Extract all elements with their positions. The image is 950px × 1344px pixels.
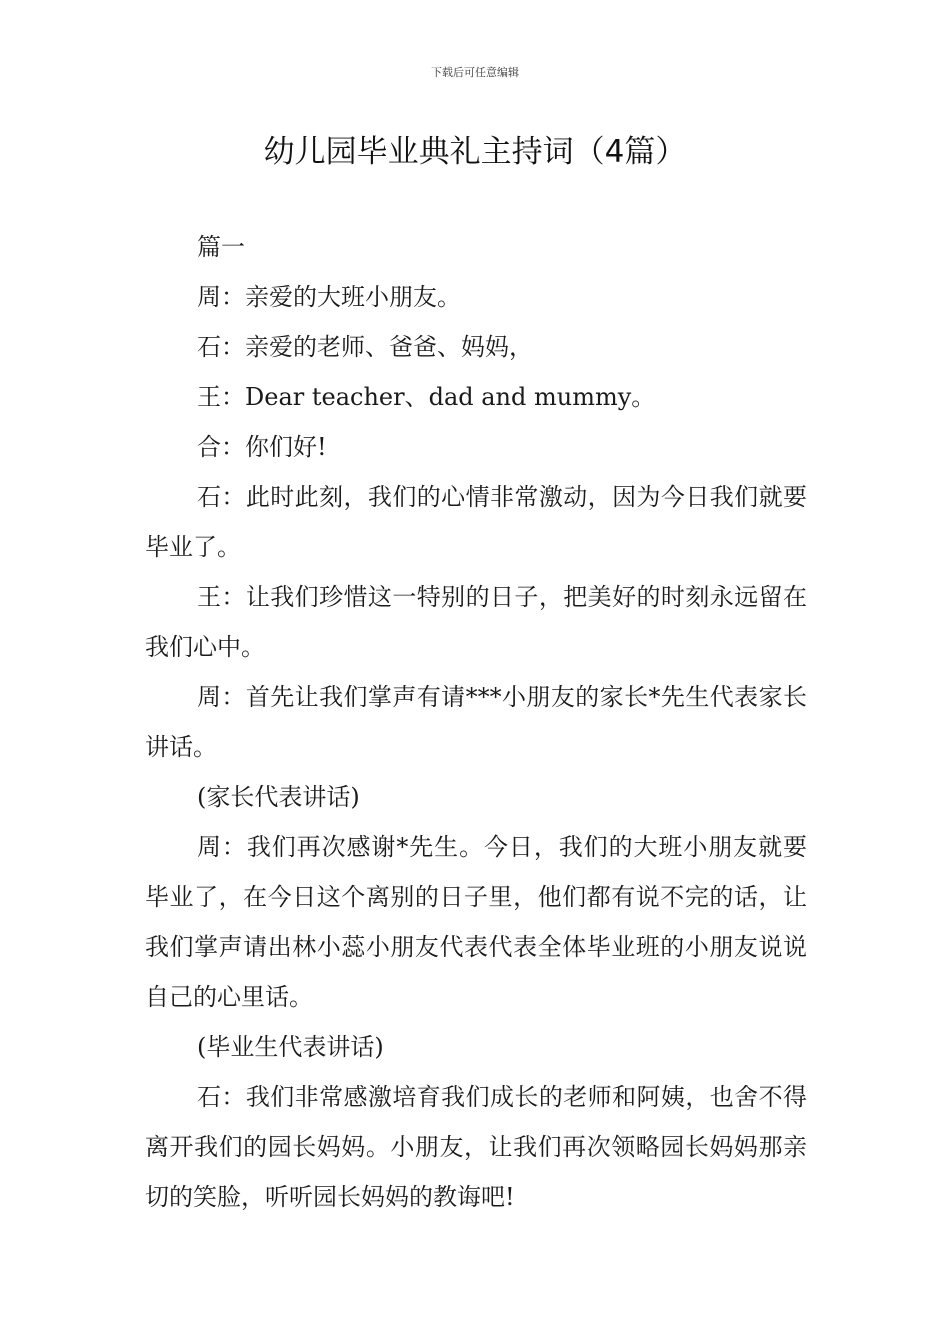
paragraph: 石：亲爱的老师、爸爸、妈妈，: [197, 333, 533, 361]
paragraph: 王：让我们珍惜这一特别的日子，把美好的时刻永远留在我们心中。: [145, 583, 807, 661]
paragraph: 合：你们好!: [197, 433, 327, 461]
paragraph: 周：首先让我们掌声有请***小朋友的家长*先生代表家长讲话。: [145, 683, 807, 761]
stage-direction: (家长代表讲话): [197, 783, 360, 811]
paragraph: 周：亲爱的大班小朋友。: [197, 283, 461, 311]
paragraph: 周：我们再次感谢*先生。今日，我们的大班小朋友就要毕业了，在今日这个离别的日子里，他们都有说不完的话，让我们掌声请出林小蕊小朋友代表代表全体毕业班的小朋友说说自己的心里话。: [145, 833, 807, 1011]
header-note: 下载后可任意编辑: [431, 66, 519, 79]
document-title: 幼儿园毕业典礼主持词（4篇）: [263, 134, 687, 170]
paragraph: 石：我们非常感激培育我们成长的老师和阿姨，也舍不得离开我们的园长妈妈。小朋友，让我们再次领略园长妈妈那亲切的笑脸，听听园长妈妈的教诲吧!: [145, 1083, 807, 1211]
paragraph: 石：此时此刻，我们的心情非常激动，因为今日我们就要毕业了。: [145, 483, 807, 561]
paragraph: 王：Dear teacher、dad and mummy。: [197, 383, 656, 411]
section-heading: 篇一: [197, 233, 245, 261]
stage-direction: (毕业生代表讲话): [197, 1033, 384, 1061]
document-body: [145, 222, 807, 1222]
